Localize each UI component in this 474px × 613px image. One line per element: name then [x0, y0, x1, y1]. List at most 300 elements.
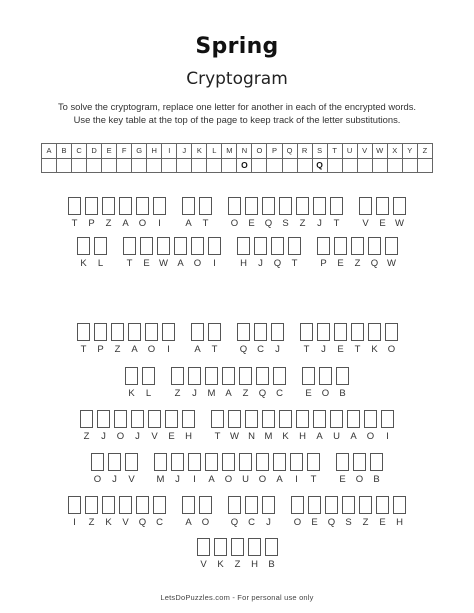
- answer-boxes: [68, 197, 166, 215]
- answer-box[interactable]: [325, 496, 338, 514]
- answer-boxes: [228, 197, 343, 215]
- cipher-letter: H: [396, 517, 403, 528]
- key-letter: E: [102, 144, 117, 159]
- cipher-word: [91, 453, 138, 486]
- cipher-letter: Z: [88, 517, 95, 528]
- key-letter: I: [162, 144, 177, 159]
- answer-box[interactable]: [262, 496, 275, 514]
- cipher-letters: [291, 517, 406, 529]
- answer-box[interactable]: [256, 453, 269, 471]
- cipher-letter: T: [126, 258, 133, 269]
- cipher-letter: O: [201, 517, 210, 528]
- cipher-letter: A: [122, 218, 129, 229]
- answer-box[interactable]: [222, 367, 235, 385]
- answer-boxes: [237, 323, 284, 341]
- cipher-letter: J: [317, 218, 322, 229]
- answer-box[interactable]: [197, 538, 210, 556]
- cipher-letters: [237, 344, 284, 356]
- cipher-letter: T: [202, 218, 209, 229]
- cipher-letter: O: [258, 474, 267, 485]
- cipher-word: [77, 323, 175, 356]
- answer-box[interactable]: [171, 367, 184, 385]
- answer-box[interactable]: [347, 410, 360, 428]
- cipher-letter: T: [333, 218, 340, 229]
- cipher-letter: Q: [264, 218, 273, 229]
- answer-box[interactable]: [208, 323, 221, 341]
- cipher-letter: K: [128, 388, 135, 399]
- answer-boxes: [211, 410, 394, 428]
- cipher-letter: V: [362, 218, 369, 229]
- key-letter: F: [117, 144, 132, 159]
- answer-boxes: [336, 453, 383, 471]
- answer-box[interactable]: [68, 496, 81, 514]
- answer-box[interactable]: [68, 197, 81, 215]
- cipher-word: [317, 237, 398, 270]
- answer-box[interactable]: [317, 237, 330, 255]
- answer-box[interactable]: [342, 496, 355, 514]
- answer-box[interactable]: [85, 496, 98, 514]
- cipher-letter: Z: [299, 218, 306, 229]
- key-solution-cell[interactable]: [192, 158, 207, 173]
- answer-box[interactable]: [254, 237, 267, 255]
- cipher-letter: V: [128, 474, 135, 485]
- answer-boxes: [291, 496, 406, 514]
- cipher-letter: E: [339, 474, 346, 485]
- key-letter: Z: [417, 144, 432, 159]
- answer-box[interactable]: [153, 197, 166, 215]
- cipher-letter: O: [193, 258, 202, 269]
- cipher-word: [191, 323, 221, 356]
- key-letter: Q: [282, 144, 297, 159]
- answer-box[interactable]: [271, 237, 284, 255]
- cipher-letter: V: [122, 517, 129, 528]
- cipher-letter: B: [339, 388, 346, 399]
- answer-box[interactable]: [262, 410, 275, 428]
- cipher-letter: E: [379, 517, 386, 528]
- cipher-letter: H: [185, 431, 192, 442]
- answer-box[interactable]: [91, 453, 104, 471]
- answer-box[interactable]: [351, 323, 364, 341]
- cipher-letter: W: [387, 258, 396, 269]
- answer-box[interactable]: [359, 197, 372, 215]
- cipher-letter: B: [268, 559, 275, 570]
- cipher-letter: E: [305, 388, 312, 399]
- cipher-letter: Z: [105, 218, 112, 229]
- key-solution-cell[interactable]: [252, 158, 267, 173]
- key-letter: M: [222, 144, 237, 159]
- cipher-letter: I: [386, 431, 389, 442]
- answer-box[interactable]: [279, 410, 292, 428]
- answer-boxes: [77, 323, 175, 341]
- cipher-letter: Q: [138, 517, 147, 528]
- page-subtitle: Cryptogram: [186, 69, 288, 89]
- answer-box[interactable]: [153, 496, 166, 514]
- cipher-letter: L: [97, 258, 104, 269]
- cipher-letter: M: [264, 431, 273, 442]
- cipher-letter: K: [80, 258, 87, 269]
- cipher-letter: M: [156, 474, 165, 485]
- cipher-word: [300, 323, 398, 356]
- cipher-letter: H: [299, 431, 306, 442]
- answer-box[interactable]: [199, 197, 212, 215]
- answer-box[interactable]: [188, 367, 201, 385]
- answer-box[interactable]: [239, 367, 252, 385]
- answer-box[interactable]: [265, 538, 278, 556]
- answer-box[interactable]: [319, 367, 332, 385]
- answer-box[interactable]: [288, 237, 301, 255]
- answer-box[interactable]: [97, 410, 110, 428]
- answer-boxes: [191, 323, 221, 341]
- answer-box[interactable]: [199, 496, 212, 514]
- key-letter: L: [207, 144, 222, 159]
- key-solution-cell[interactable]: [372, 158, 387, 173]
- key-letter: S: [312, 144, 327, 159]
- answer-box[interactable]: [336, 367, 349, 385]
- key-solution-cell[interactable]: [147, 158, 162, 173]
- cipher-letter: C: [257, 344, 264, 355]
- answer-box[interactable]: [393, 197, 406, 215]
- answer-box[interactable]: [119, 197, 132, 215]
- answer-box[interactable]: [211, 410, 224, 428]
- cipher-letter: Z: [242, 388, 249, 399]
- answer-box[interactable]: [308, 496, 321, 514]
- cipher-letter: Q: [273, 258, 282, 269]
- answer-box[interactable]: [208, 237, 221, 255]
- cipher-word: [228, 496, 275, 529]
- key-letter: B: [57, 144, 72, 159]
- cipher-letter: J: [266, 517, 271, 528]
- key-letter: U: [342, 144, 357, 159]
- cipher-letter: A: [185, 218, 192, 229]
- answer-box[interactable]: [128, 323, 141, 341]
- answer-box[interactable]: [191, 237, 204, 255]
- answer-box[interactable]: [330, 197, 343, 215]
- key-letter: X: [387, 144, 402, 159]
- cipher-letter: A: [194, 344, 201, 355]
- answer-box[interactable]: [154, 453, 167, 471]
- cipher-letter: O: [366, 431, 375, 442]
- key-solution-cell[interactable]: [102, 158, 117, 173]
- cipher-letter: I: [73, 517, 76, 528]
- answer-box[interactable]: [334, 323, 347, 341]
- cipher-word: [68, 197, 166, 230]
- answer-box[interactable]: [237, 323, 250, 341]
- answer-boxes: [300, 323, 398, 341]
- answer-box[interactable]: [351, 237, 364, 255]
- cipher-letter: T: [80, 344, 87, 355]
- cipher-letters: [123, 258, 221, 270]
- answer-box[interactable]: [136, 496, 149, 514]
- key-solution-cell[interactable]: [42, 158, 57, 173]
- footer-credit: LetsDoPuzzles.com - For personal use only: [160, 593, 314, 602]
- cipher-letter: Z: [354, 258, 361, 269]
- answer-box[interactable]: [94, 237, 107, 255]
- cipher-letter: P: [97, 344, 104, 355]
- cipher-letter: M: [207, 388, 216, 399]
- answer-box[interactable]: [364, 410, 377, 428]
- answer-box[interactable]: [313, 197, 326, 215]
- answer-box[interactable]: [119, 496, 132, 514]
- cipher-letter: T: [354, 344, 361, 355]
- cipher-word: [228, 197, 343, 230]
- answer-box[interactable]: [393, 496, 406, 514]
- answer-box[interactable]: [273, 367, 286, 385]
- cipher-letter: I: [158, 218, 161, 229]
- answer-box[interactable]: [262, 197, 275, 215]
- cipher-letter: E: [248, 218, 255, 229]
- answer-boxes: [237, 237, 301, 255]
- answer-box[interactable]: [317, 323, 330, 341]
- answer-box[interactable]: [353, 453, 366, 471]
- answer-box[interactable]: [142, 367, 155, 385]
- answer-box[interactable]: [228, 496, 241, 514]
- cipher-word: [359, 197, 406, 230]
- cipher-letter: T: [71, 218, 78, 229]
- key-solution-cell[interactable]: [357, 158, 372, 173]
- answer-box[interactable]: [188, 453, 201, 471]
- answer-box[interactable]: [359, 496, 372, 514]
- answer-box[interactable]: [228, 410, 241, 428]
- cipher-letter: C: [156, 517, 163, 528]
- answer-box[interactable]: [248, 538, 261, 556]
- answer-box[interactable]: [237, 237, 250, 255]
- cipher-letter: K: [217, 559, 224, 570]
- key-solution-cell[interactable]: [132, 158, 147, 173]
- answer-box[interactable]: [77, 237, 90, 255]
- key-letters-row: [42, 144, 433, 159]
- cipher-letter: A: [208, 474, 215, 485]
- answer-box[interactable]: [245, 197, 258, 215]
- cipher-letter: T: [211, 344, 218, 355]
- answer-box[interactable]: [85, 197, 98, 215]
- cipher-letter: O: [230, 218, 239, 229]
- cipher-letter: E: [143, 258, 150, 269]
- cipher-letter: Z: [234, 559, 241, 570]
- answer-box[interactable]: [102, 197, 115, 215]
- key-solution-cell[interactable]: [342, 158, 357, 173]
- key-solution-row: [42, 158, 433, 173]
- answer-boxes: [359, 197, 406, 215]
- answer-box[interactable]: [174, 237, 187, 255]
- answer-box[interactable]: [182, 197, 195, 215]
- answer-boxes: [91, 453, 138, 471]
- instructions-line-1: To solve the cryptogram, replace one letter for another in each of the encrypted words.: [57, 101, 416, 112]
- answer-box[interactable]: [165, 410, 178, 428]
- answer-box[interactable]: [385, 323, 398, 341]
- answer-box[interactable]: [136, 197, 149, 215]
- answer-box[interactable]: [368, 237, 381, 255]
- cipher-letters: [228, 517, 275, 529]
- answer-box[interactable]: [239, 453, 252, 471]
- answer-box[interactable]: [111, 323, 124, 341]
- key-solution-cell[interactable]: [282, 158, 297, 173]
- cipher-letter: T: [310, 474, 317, 485]
- key-solution-cell[interactable]: [162, 158, 177, 173]
- answer-box[interactable]: [114, 410, 127, 428]
- answer-box[interactable]: [171, 453, 184, 471]
- answer-box[interactable]: [123, 237, 136, 255]
- cipher-letter: J: [192, 388, 197, 399]
- answer-box[interactable]: [245, 496, 258, 514]
- cipher-letters: [91, 474, 138, 486]
- cipher-word: [125, 367, 155, 400]
- cipher-letter: Q: [327, 517, 336, 528]
- answer-box[interactable]: [205, 453, 218, 471]
- answer-box[interactable]: [273, 453, 286, 471]
- answer-box[interactable]: [231, 538, 244, 556]
- answer-box[interactable]: [80, 410, 93, 428]
- cipher-letter: J: [275, 344, 280, 355]
- answer-box[interactable]: [145, 323, 158, 341]
- key-solution-cell[interactable]: [297, 158, 312, 173]
- cipher-letter: O: [387, 344, 396, 355]
- answer-box[interactable]: [376, 496, 389, 514]
- answer-box[interactable]: [102, 496, 115, 514]
- key-letter: O: [252, 144, 267, 159]
- answer-box[interactable]: [182, 410, 195, 428]
- answer-boxes: [80, 410, 195, 428]
- cipher-letter: T: [291, 258, 298, 269]
- cipher-letter: V: [151, 431, 158, 442]
- answer-box[interactable]: [307, 453, 320, 471]
- cipher-letter: Q: [370, 258, 379, 269]
- cipher-word: [211, 410, 394, 443]
- cipher-letters: [171, 388, 286, 400]
- cipher-letters: [68, 517, 166, 529]
- answer-boxes: [197, 538, 278, 556]
- instructions-line-2: Use the key table at the top of the page to keep track of the letter substitutions.: [73, 114, 401, 125]
- key-solution-cell[interactable]: [57, 158, 72, 173]
- answer-box[interactable]: [296, 197, 309, 215]
- cipher-letter: W: [230, 431, 239, 442]
- answer-box[interactable]: [108, 453, 121, 471]
- answer-boxes: [125, 367, 155, 385]
- key-letter: T: [327, 144, 342, 159]
- answer-box[interactable]: [228, 197, 241, 215]
- answer-box[interactable]: [131, 410, 144, 428]
- answer-box[interactable]: [162, 323, 175, 341]
- answer-box[interactable]: [125, 367, 138, 385]
- cipher-letter: T: [303, 344, 310, 355]
- key-solution-cell[interactable]: O: [237, 158, 252, 173]
- key-solution-cell[interactable]: [267, 158, 282, 173]
- answer-box[interactable]: [222, 453, 235, 471]
- cipher-letter: J: [258, 258, 263, 269]
- answer-box[interactable]: [191, 323, 204, 341]
- answer-box[interactable]: [125, 453, 138, 471]
- answer-box[interactable]: [245, 410, 258, 428]
- answer-box[interactable]: [271, 323, 284, 341]
- answer-box[interactable]: [290, 453, 303, 471]
- cipher-letter: S: [282, 218, 289, 229]
- answer-box[interactable]: [205, 367, 218, 385]
- cipher-letter: V: [200, 559, 207, 570]
- answer-box[interactable]: [376, 197, 389, 215]
- answer-boxes: [68, 496, 166, 514]
- cipher-letter: T: [214, 431, 221, 442]
- answer-box[interactable]: [157, 237, 170, 255]
- key-letter: H: [147, 144, 162, 159]
- cipher-letter: U: [242, 474, 249, 485]
- cipher-letters: [182, 218, 212, 230]
- answer-box[interactable]: [381, 410, 394, 428]
- answer-box[interactable]: [279, 197, 292, 215]
- answer-box[interactable]: [330, 410, 343, 428]
- cipher-letter: J: [321, 344, 326, 355]
- key-table: [41, 143, 433, 173]
- key-solution-cell[interactable]: Q: [312, 158, 327, 173]
- key-solution-cell[interactable]: [417, 158, 432, 173]
- key-solution-cell[interactable]: [402, 158, 417, 173]
- cipher-letter: O: [138, 218, 147, 229]
- answer-box[interactable]: [94, 323, 107, 341]
- cipher-letter: O: [321, 388, 330, 399]
- answer-box[interactable]: [313, 410, 326, 428]
- cipher-letter: I: [193, 474, 196, 485]
- key-solution-cell[interactable]: [72, 158, 87, 173]
- answer-boxes: [182, 197, 212, 215]
- answer-box[interactable]: [302, 367, 315, 385]
- key-solution-cell[interactable]: [327, 158, 342, 173]
- key-solution-cell[interactable]: [387, 158, 402, 173]
- cipher-word: [237, 237, 301, 270]
- cipher-letters: [80, 431, 195, 443]
- answer-box[interactable]: [182, 496, 195, 514]
- cipher-letter: O: [224, 474, 233, 485]
- key-solution-cell[interactable]: [207, 158, 222, 173]
- cipher-word: [302, 367, 349, 400]
- answer-boxes: [228, 496, 275, 514]
- cipher-word: [197, 538, 278, 571]
- answer-box[interactable]: [300, 323, 313, 341]
- answer-box[interactable]: [254, 323, 267, 341]
- cipher-letters: [336, 474, 383, 486]
- answer-boxes: [317, 237, 398, 255]
- answer-box[interactable]: [370, 453, 383, 471]
- answer-box[interactable]: [140, 237, 153, 255]
- answer-box[interactable]: [256, 367, 269, 385]
- key-solution-cell[interactable]: [222, 158, 237, 173]
- answer-box[interactable]: [336, 453, 349, 471]
- answer-box[interactable]: [77, 323, 90, 341]
- cipher-letter: Z: [83, 431, 90, 442]
- cipher-letter: O: [147, 344, 156, 355]
- cipher-word: [68, 496, 166, 529]
- cipher-letter: I: [213, 258, 216, 269]
- key-letter: N: [237, 144, 252, 159]
- key-solution-cell[interactable]: [117, 158, 132, 173]
- cipher-letter: W: [395, 218, 404, 229]
- cipher-letter: I: [295, 474, 298, 485]
- cipher-letter: Z: [114, 344, 121, 355]
- answer-box[interactable]: [296, 410, 309, 428]
- answer-box[interactable]: [214, 538, 227, 556]
- key-solution-cell[interactable]: [87, 158, 102, 173]
- answer-box[interactable]: [385, 237, 398, 255]
- cipher-letter: K: [282, 431, 289, 442]
- cipher-word: [77, 237, 107, 270]
- answer-box[interactable]: [334, 237, 347, 255]
- key-letter: G: [132, 144, 147, 159]
- answer-box[interactable]: [368, 323, 381, 341]
- answer-box[interactable]: [148, 410, 161, 428]
- key-letter: P: [267, 144, 282, 159]
- key-letter: D: [87, 144, 102, 159]
- cipher-letter: Q: [258, 388, 267, 399]
- cipher-letter: O: [293, 517, 302, 528]
- key-solution-cell[interactable]: [177, 158, 192, 173]
- answer-box[interactable]: [291, 496, 304, 514]
